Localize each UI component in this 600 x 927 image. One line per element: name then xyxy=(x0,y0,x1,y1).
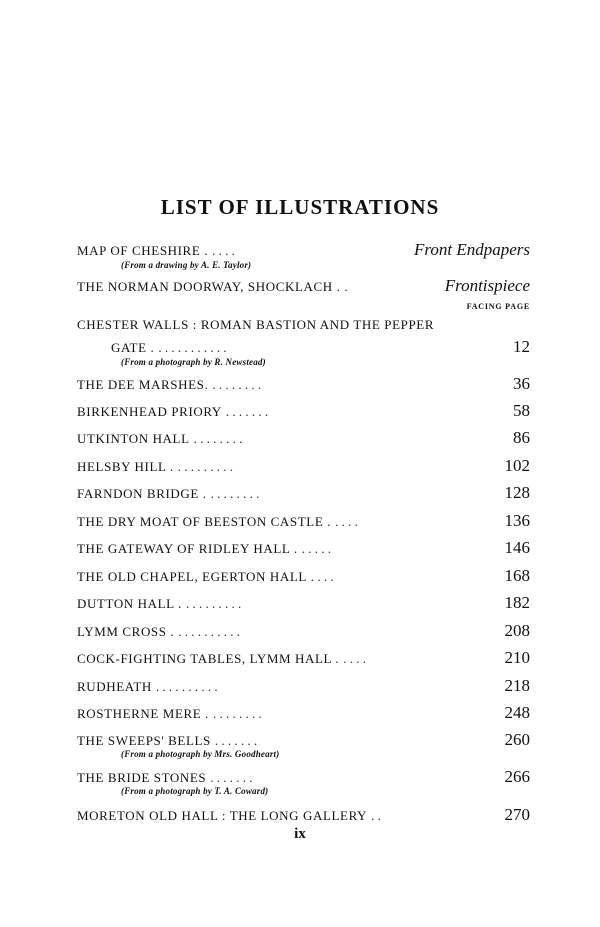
entry-label: DUTTON HALL . xyxy=(77,596,182,611)
entry-label: HELSBY HILL . xyxy=(77,459,174,474)
entry-page: 146 xyxy=(504,538,530,557)
list-item xyxy=(77,401,530,421)
list-item xyxy=(77,511,530,531)
entry-page: 270 xyxy=(504,805,530,824)
list-item xyxy=(77,805,530,825)
leader-dots: . . . . . . . . . . . xyxy=(158,340,227,355)
entry-credit: (From a photograph by R. Newstead) xyxy=(121,357,266,367)
list-item xyxy=(77,276,530,296)
leader-dots: . . . . . . . . xyxy=(193,431,243,446)
list-item xyxy=(77,483,530,503)
leader-dots: . . . . . . . xyxy=(214,733,258,748)
leader-dots: . . . . . . . . . xyxy=(177,459,233,474)
entry-label: THE BRIDE STONES xyxy=(77,770,207,785)
leader-dots: . . . . xyxy=(310,569,334,584)
entry-page: Front Endpapers xyxy=(413,240,530,259)
list-item xyxy=(77,593,530,613)
entry-page: 86 xyxy=(513,428,530,447)
entry-page: 136 xyxy=(504,511,530,530)
entry-label: MAP OF CHESHIRE . xyxy=(77,243,209,258)
leader-dots: . . . . . . . . xyxy=(213,706,262,721)
facing-page-label: FACING PAGE xyxy=(466,302,530,311)
entry-label: THE SWEEPS' BELLS xyxy=(77,733,211,748)
entry-credit: (From a drawing by A. E. Taylor) xyxy=(121,260,252,270)
list-item xyxy=(111,337,530,357)
leader-dots: . . . . xyxy=(335,514,358,529)
leader-dots: . . xyxy=(371,808,381,823)
list-item xyxy=(77,730,530,750)
entry-label: THE DEE MARSHES. xyxy=(77,377,209,392)
leader-dots: . xyxy=(344,279,348,294)
list-item xyxy=(77,317,530,333)
entry-label: BIRKENHEAD PRIORY xyxy=(77,404,222,419)
entry-credit: (From a photograph by Mrs. Goodheart) xyxy=(121,749,280,759)
list-item xyxy=(77,456,530,476)
entry-label: GATE . xyxy=(111,340,155,355)
entry-label: COCK-FIGHTING TABLES, LYMM HALL . xyxy=(77,651,340,666)
list-item xyxy=(77,374,530,394)
leader-dots: . . . . . . . xyxy=(225,404,269,419)
list-item xyxy=(77,566,530,586)
entry-page: 210 xyxy=(504,648,530,667)
leader-dots: . . . . . . . . xyxy=(210,486,260,501)
entry-credit: (From a photograph by T. A. Coward) xyxy=(121,786,269,796)
entry-label: THE OLD CHAPEL, EGERTON HALL xyxy=(77,569,307,584)
list-item xyxy=(77,240,530,260)
leader-dots: . . . . . . . . xyxy=(212,377,262,392)
entry-label: CHESTER WALLS : ROMAN BASTION AND THE PEPPER xyxy=(77,317,435,332)
entry-label: THE DRY MOAT OF BEESTON CASTLE . xyxy=(77,514,332,529)
entry-label: FARNDON BRIDGE . xyxy=(77,486,207,501)
entry-label: RUDHEATH xyxy=(77,679,152,694)
entry-label: MORETON OLD HALL : THE LONG GALLERY xyxy=(77,808,368,823)
entry-page: 168 xyxy=(504,566,530,585)
list-item xyxy=(77,703,530,723)
leader-dots: . . . . . xyxy=(301,541,331,556)
leader-dots: . . . . xyxy=(343,651,367,666)
leader-dots: . . . . xyxy=(212,243,235,258)
leader-dots: . . . . . . . . . . xyxy=(155,679,218,694)
leader-dots: . . . . . . . xyxy=(210,770,253,785)
entry-page: 260 xyxy=(504,730,530,749)
entry-page: 102 xyxy=(504,456,530,475)
page-title: LIST OF ILLUSTRATIONS xyxy=(160,195,440,219)
entry-page: 36 xyxy=(513,374,530,393)
list-item xyxy=(77,538,530,558)
entry-page: Frontispiece xyxy=(444,276,530,295)
entry-page: 12 xyxy=(513,337,530,356)
entry-label: THE NORMAN DOORWAY, SHOCKLACH . xyxy=(77,279,341,294)
entry-page: 58 xyxy=(513,401,530,420)
entry-page: 128 xyxy=(504,483,530,502)
page-number: ix xyxy=(294,826,306,842)
entry-label: THE GATEWAY OF RIDLEY HALL . xyxy=(77,541,298,556)
list-item xyxy=(77,676,530,696)
list-item xyxy=(77,428,530,448)
entry-page: 218 xyxy=(504,676,530,695)
list-item xyxy=(77,648,530,668)
leader-dots: . . . . . . . . . . xyxy=(178,624,241,639)
list-item xyxy=(77,621,530,641)
entry-label: ROSTHERNE MERE . xyxy=(77,706,210,721)
entry-page: 208 xyxy=(504,621,530,640)
entry-page: 182 xyxy=(504,593,530,612)
entry-label: LYMM CROSS . xyxy=(77,624,175,639)
entry-page: 266 xyxy=(504,767,530,786)
entry-page: 248 xyxy=(504,703,530,722)
entry-label: UTKINTON HALL xyxy=(77,431,190,446)
list-item xyxy=(77,767,530,787)
leader-dots: . . . . . . . . . xyxy=(185,596,242,611)
